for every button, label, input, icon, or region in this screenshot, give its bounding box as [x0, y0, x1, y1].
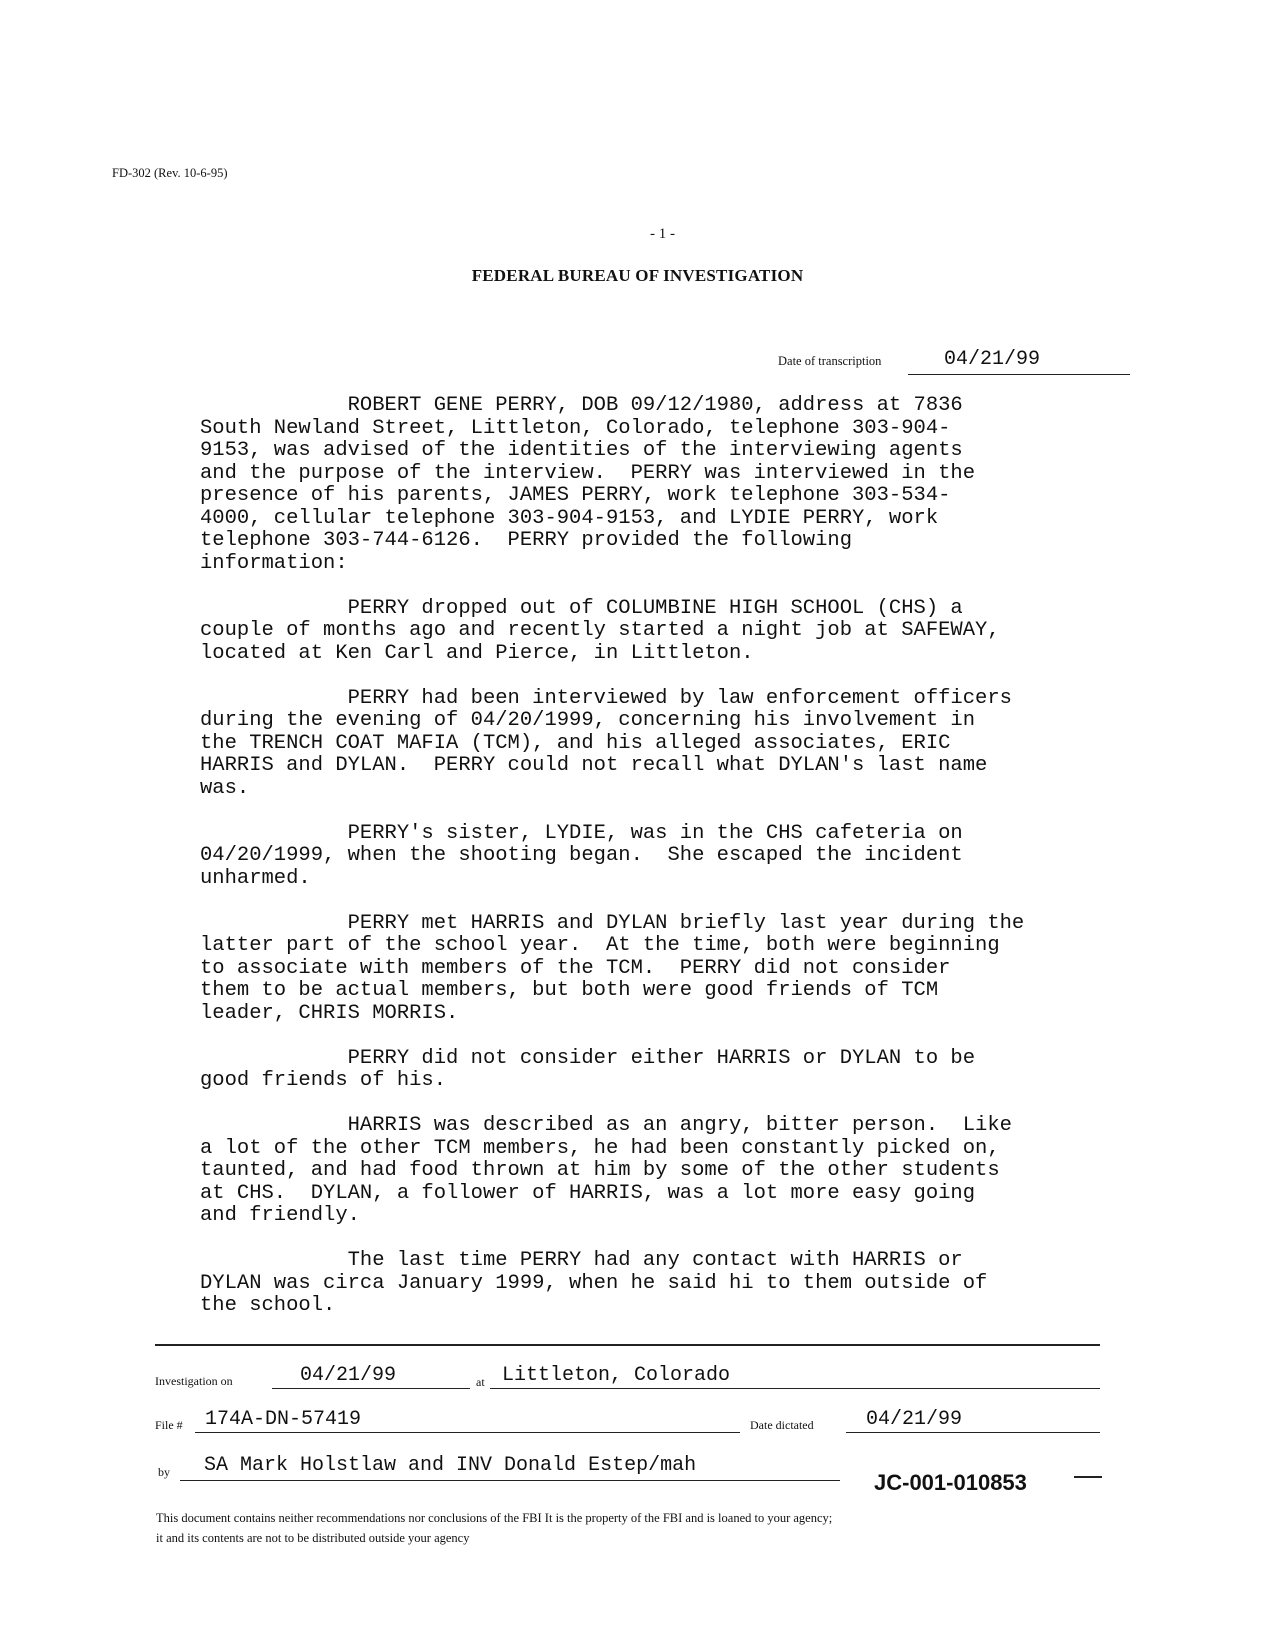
transcription-date-underline: [908, 374, 1130, 375]
disclaimer-line-1: This document contains neither recommendations nor conclusions of the FBI It is the property of the FBI and is loaned to your agency;: [156, 1511, 833, 1525]
transcription-date: 04/21/99: [944, 348, 1041, 371]
interviewing-agents-underline: [180, 1480, 840, 1481]
paragraph-last-contact: The last time PERRY had any contact with HARRIS or DYLAN was circa January 1999, when he said hi to them outside of the school.: [200, 1249, 988, 1317]
interviewing-agents: SA Mark Holstlaw and INV Donald Estep/mah: [204, 1454, 697, 1477]
form-id: FD-302 (Rev. 10-6-95): [112, 166, 228, 180]
paragraph-sister: PERRY's sister, LYDIE, was in the CHS cafeteria on 04/20/1999, when the shooting began. She escaped the incident unharmed.: [200, 821, 963, 890]
date-dictated-underline: [846, 1432, 1100, 1433]
investigation-date-underline: [272, 1388, 470, 1389]
disclaimer-line-2: it and its contents are not to be distributed outside your agency: [156, 1531, 470, 1545]
paragraph-acquaintance: PERRY met HARRIS and DYLAN briefly last year during the latter part of the school year. At the time, both were beginning to associate with members of the TCM. PERRY did not consider them to be actual members, but both were good friends of TCM leader, CHRIS MORRIS.: [200, 911, 1025, 1025]
investigation-date: 04/21/99: [300, 1364, 397, 1387]
paragraph-employment: PERRY dropped out of COLUMBINE HIGH SCHOOL (CHS) a couple of months ago and recently started a night job at SAFEWAY, located at Ken Carl and Pierce, in Littleton.: [200, 596, 1000, 665]
disclaimer: [156, 1508, 1056, 1548]
paragraph-subject-identification: ROBERT GENE PERRY, DOB 09/12/1980, address at 7836 South Newland Street, Littleton, Colorado, telephone 303-904- 9153, was advised of the identities of the interviewing agents and the purpose of the interview. PERRY was interviewed in the presence of his parents, JAMES PERRY, work telephone 303-534- 4000, cellular telephone 303-904-9153, and LYDIE PERRY, work telephone 303-744-6126. PERRY provided the following information:: [200, 394, 976, 575]
agency-title: FEDERAL BUREAU OF INVESTIGATION: [471, 266, 804, 285]
investigation-on-label: Investigation on: [155, 1374, 233, 1388]
by-label: by: [158, 1465, 170, 1479]
file-number: 174A-DN-57419: [205, 1408, 362, 1431]
section-divider: [155, 1344, 1100, 1346]
interview-body: [200, 395, 1100, 1340]
page-number: - 1 -: [650, 226, 675, 242]
paragraph-friendship: PERRY did not consider either HARRIS or DYLAN to be good friends of his.: [200, 1046, 976, 1092]
trailing-dash: [1074, 1476, 1102, 1478]
bates-number: JC-001-010853: [874, 1470, 1027, 1495]
investigation-place-underline: [490, 1388, 1100, 1389]
investigation-place: Littleton, Colorado: [502, 1364, 731, 1387]
date-dictated: 04/21/99: [866, 1408, 963, 1431]
file-number-label: File #: [155, 1418, 183, 1432]
transcription-date-label: Date of transcription: [778, 354, 882, 368]
at-label: at: [476, 1375, 485, 1389]
file-number-underline: [195, 1432, 740, 1433]
paragraph-description: HARRIS was described as an angry, bitter person. Like a lot of the other TCM members, he had been constantly picked on, taunted, and had food thrown at him by some of the other students at CHS. DYLAN, a follower of HARRIS, was a lot more easy going and friendly.: [200, 1114, 1012, 1227]
paragraph-prior-interview: PERRY had been interviewed by law enforcement officers during the evening of 04/20/1999, concerning his involvement in the TRENCH COAT MAFIA (TCM), and his alleged associates, ERIC HARRIS and DYLAN. PERRY could not recall what DYLAN's last name was.: [200, 686, 1012, 800]
date-dictated-label: Date dictated: [750, 1418, 814, 1432]
